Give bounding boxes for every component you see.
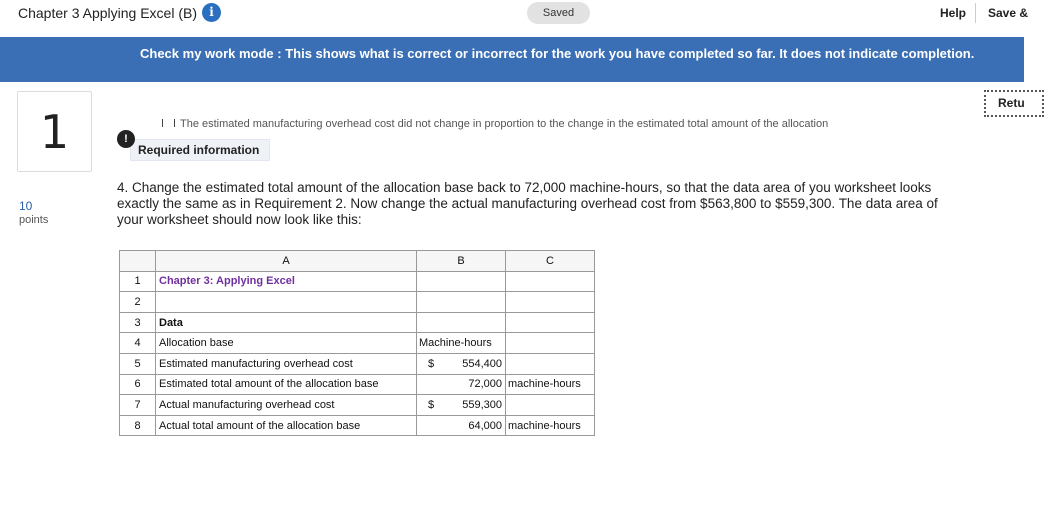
assignment-title: Chapter 3 Applying Excel (B): [18, 5, 197, 21]
cell-c: machine-hours: [506, 415, 595, 436]
column-header-b: B: [417, 251, 506, 272]
table-row: [120, 333, 595, 354]
column-header-c: C: [506, 251, 595, 272]
cell-c: [506, 353, 595, 374]
cell-a: Estimated manufacturing overhead cost: [156, 353, 417, 374]
table-row: [120, 271, 595, 292]
column-header-row: [120, 251, 595, 272]
cell-b: Machine-hours: [417, 333, 506, 354]
table-row: [120, 292, 595, 313]
table-row: [120, 353, 595, 374]
points-label: points: [19, 214, 49, 226]
row-number: 8: [120, 415, 156, 436]
cell-a: Actual total amount of the allocation base: [156, 415, 417, 436]
cell-b: 72,000: [417, 374, 506, 395]
cell-c: [506, 292, 595, 313]
currency-symbol: $: [428, 398, 435, 411]
check-my-work-banner: Check my work mode : This shows what is correct or incorrect for the work you have completed so far. It does not indicate completion.: [0, 37, 1024, 82]
cell-b: 64,000: [417, 415, 506, 436]
cell-a: Chapter 3: Applying Excel: [156, 271, 417, 292]
worksheet-table: [119, 250, 595, 436]
cell-c: [506, 333, 595, 354]
save-exit-button[interactable]: Save &: [988, 6, 1029, 20]
points-value: 10: [19, 199, 33, 213]
cell-c: [506, 271, 595, 292]
table-row: [120, 415, 595, 436]
row-number: 2: [120, 292, 156, 313]
cell-c: [506, 395, 595, 416]
instructions-text: 4. Change the estimated total amount of the allocation base back to 72,000 machine-hours, so that the data area of you worksheet looks exactly the same as in Requirement 2. Now change the actual manufacturing overhead cost from $563,800 to $559,300. The data area of your worksheet should now look like this:: [117, 180, 938, 227]
cell-c: machine-hours: [506, 374, 595, 395]
return-button[interactable]: Retu: [984, 90, 1044, 117]
cell-b-value: 559,300: [462, 398, 502, 411]
corner-cell: [120, 251, 156, 272]
alert-icon: !: [117, 130, 135, 148]
currency-symbol: $: [428, 357, 435, 370]
cell-a: Actual manufacturing overhead cost: [156, 395, 417, 416]
column-header-a: A: [156, 251, 417, 272]
scrolled-text-line: [180, 118, 925, 130]
table-row: [120, 395, 595, 416]
cell-a: [156, 292, 417, 313]
cell-a: Allocation base: [156, 333, 417, 354]
cell-b: [417, 292, 506, 313]
row-number: 1: [120, 271, 156, 292]
cell-b: [417, 353, 506, 374]
table-row: [120, 312, 595, 333]
row-number: 3: [120, 312, 156, 333]
table-row: [120, 374, 595, 395]
row-number: 6: [120, 374, 156, 395]
cell-c: [506, 312, 595, 333]
question-number: 1: [17, 91, 92, 172]
cell-a: Estimated total amount of the allocation base: [156, 374, 417, 395]
cell-b-value: 554,400: [462, 357, 502, 370]
cell-b: [417, 312, 506, 333]
row-number: 5: [120, 353, 156, 374]
cell-a: Data: [156, 312, 417, 333]
list-marker-icon: [160, 119, 178, 127]
required-information-tab[interactable]: [130, 139, 270, 161]
required-information-label: Required information: [138, 143, 260, 157]
saved-status-badge: Saved: [527, 2, 590, 24]
info-icon[interactable]: i: [202, 3, 221, 22]
cell-b: [417, 395, 506, 416]
help-button[interactable]: Help: [940, 6, 967, 20]
row-number: 7: [120, 395, 156, 416]
cell-b: [417, 271, 506, 292]
row-number: 4: [120, 333, 156, 354]
top-bar: [0, 0, 1029, 37]
scrolled-text: The estimated manufacturing overhead cost did not change in proportion to the change in the estimated total amount of the allocation: [180, 118, 829, 130]
header-divider: [975, 3, 976, 23]
